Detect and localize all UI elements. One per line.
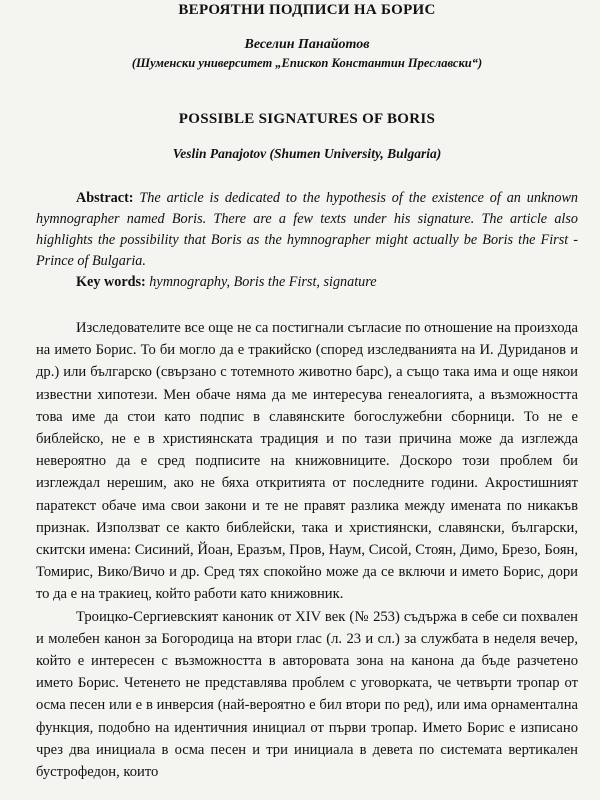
article-title-en: POSSIBLE SIGNATURES OF BORIS [178,111,436,127]
abstract [36,188,578,272]
article-title-bg: ВЕРОЯТНИ ПОДПИСИ НА БОРИС [178,2,436,18]
body-paragraph-1: Изследователите все още не са постигнали съгласие по отношение на произхода на името Борис. То би могло да е тракийско (според изследванията на И. Дуриданов и др.) или българско (свързано с тотемното животно барс), а също така има и още някои известни хипотези. Мен обаче няма да ме интересува генеалогията, а възможността това име да стои като подпис в славянските богослужебни сборници. То не е библейско, не е в християнската традиция и по тази причина може да изглежда невероятно да е сред подписите на книжовниците. Доскоро този проблем би изглеждал нерешим, ако не бяха откритията от последните години. Акростишният паратекст обаче има свои закони и те не правят разлика между имената по никакъв признак. Използват се както библейски, така и християнски, славянски, български, скитски имена: Сисиний, Йоан, Еразъм, Пров, Наум, Сисой, Стоян, Димо, Брезо, Боян, Томирис, Вико/Вичо и др. Сред тях спокойно може да се включи и името Борис, дори то да е на тракиец, който работи като книжовник. [36,320,578,603]
author-name-bg: Веселин Панайотов [244,37,370,52]
abstract-text: The article is dedicated to the hypothesis of the existence of an unknown hymnographer named Boris. There are a few texts under his signature. The article also highlights the possibility that Boris as the hymnographer might actually be Boris the First - Prince of Bulgaria. [36,190,579,269]
keywords-label: Key words: [76,274,146,290]
author-affiliation-bg: (Шуменски университет „Епископ Константин Преславски“) [131,56,483,70]
author-line-en: Veslin Panajotov (Shumen University, Bulgaria) [172,146,442,161]
body-paragraph-2: Троицко-Сергиевският каноник от XIV век (№ 253) съдържа в себе си похвален и молебен канон за Богородица на втори глас (л. 23 и сл.) за службата в неделя вечер, който е интересен с възможността в авторовата зона на канона да бъде разчетено името Борис. Четенето не представлява проблем с уговорката, че четвърти тропар от осма песен или е в инверсия (най-вероятно е бил втори по ред), или има орнаментална функция, подобно на идентичния инициал от първи тропар. Името Борис е изписано чрез два инициала в осма песен и три инициала в девета по системата вертикален бустрофедон, които [36,608,578,781]
keywords-text: hymnography, Boris the First, signature [149,274,377,290]
keywords [36,272,578,293]
abstract-label: Abstract: [76,190,134,206]
